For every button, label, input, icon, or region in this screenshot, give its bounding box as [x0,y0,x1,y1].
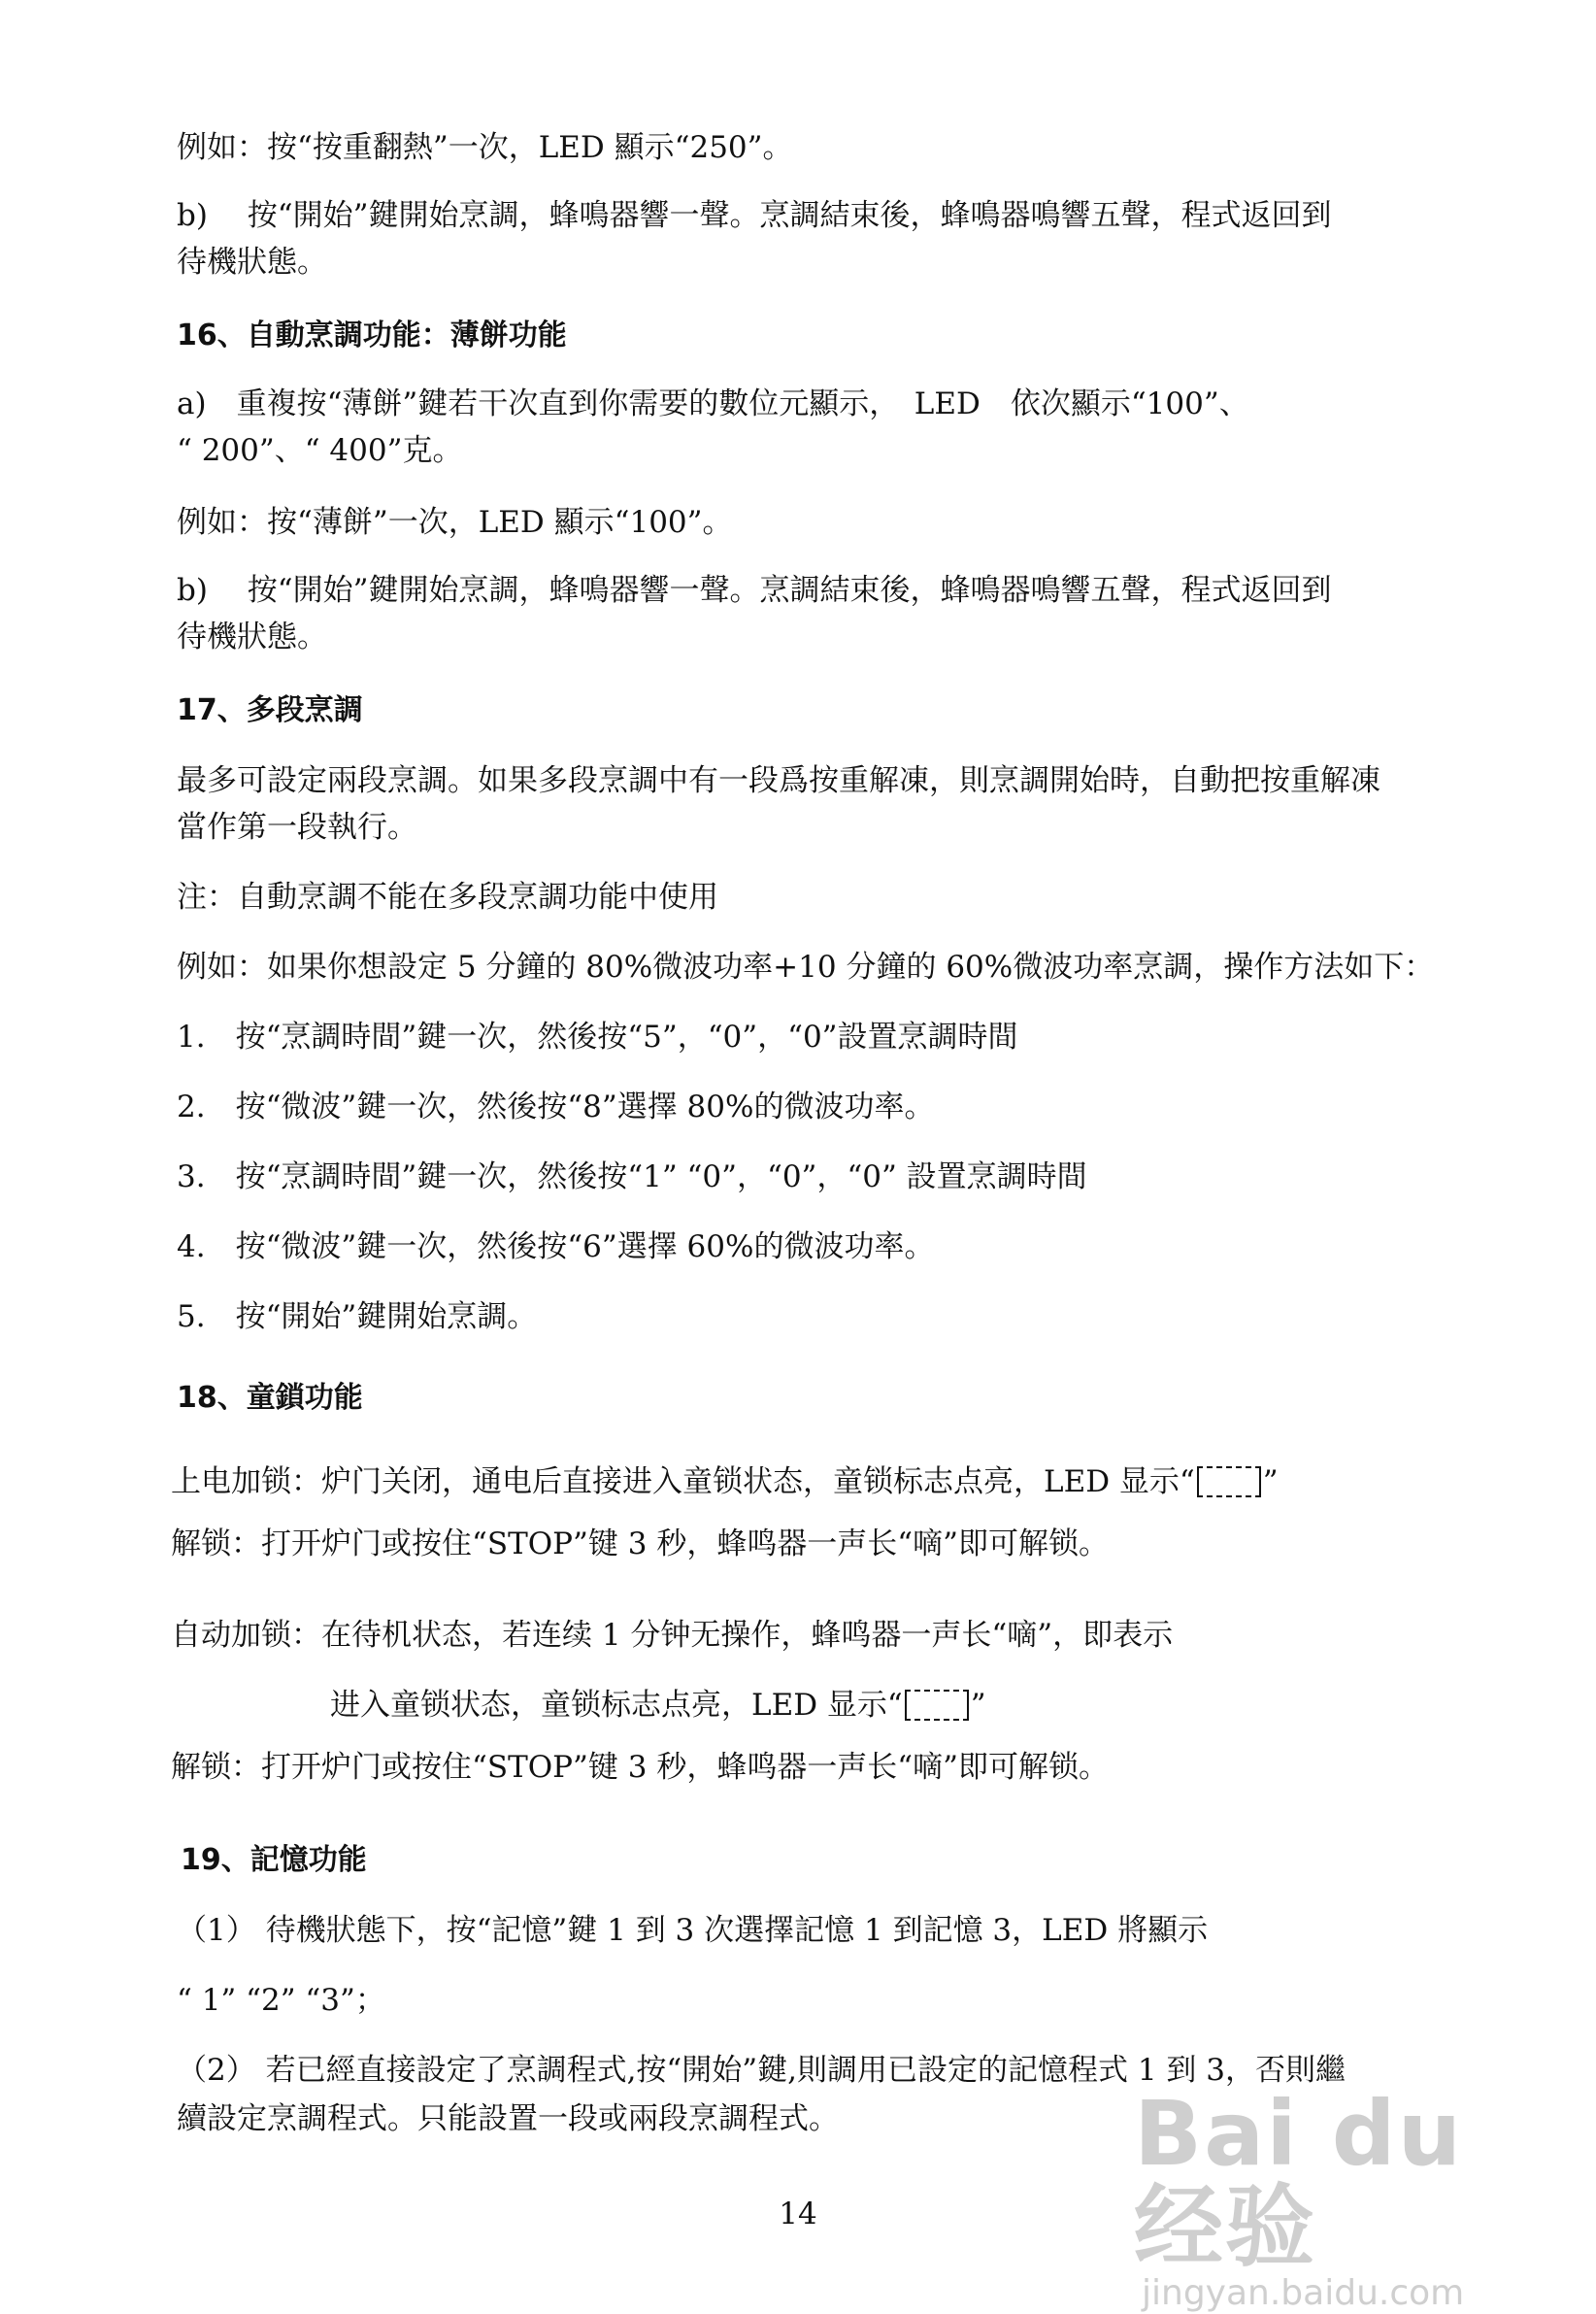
text-line: b) 按“開始”鍵開始烹調，蜂鳴器響一聲。烹調結束後，蜂鳴器鳴響五聲，程式返回到 [177,198,1332,233]
step-1: 1. 按“烹調時間”鍵一次，然後按“5”，“0”，“0”設置烹調時間 [177,1020,1018,1055]
watermark-url: jingyan.baidu.com [1142,2273,1465,2313]
text-span: ” [1262,1464,1279,1499]
text-line: 當作第一段執行。 [177,810,417,845]
child-lock-symbol [1197,1466,1261,1497]
baidu-jingyan-watermark [1134,2082,1571,2313]
step-4: 4. 按“微波”鍵一次，然後按“6”選擇 60%的微波功率。 [177,1229,935,1264]
text-line: （1） 待機狀態下，按“記憶”鍵 1 到 3 次選擇記憶 1 到記憶 3，LED 將顯示 [177,1913,1209,1948]
text-line: a) 重複按“薄餅”鍵若干次直到你需要的數位元顯示， LED 依次顯示“100”、 [177,386,1249,421]
text-span: ” [970,1688,986,1723]
text-line [171,1462,1279,1501]
section-heading-19: 19、記憶功能 [181,1843,367,1877]
text-line: （2） 若已經直接設定了烹調程式,按“開始”鍵,則調用已設定的記憶程式 1 到 3，否則繼 [177,2053,1346,2088]
text-line: 解锁：打开炉门或按住“STOP”键 3 秒，蜂鸣器一声长“嘀”即可解锁。 [171,1750,1110,1785]
text-line: b) 按“開始”鍵開始烹調，蜂鳴器響一聲。烹調結束後，蜂鳴器鳴響五聲，程式返回到 [177,573,1332,608]
text-line [330,1686,986,1725]
text-line: 最多可設定兩段烹調。如果多段烹調中有一段爲按重解凍，則烹調開始時，自動把按重解凍 [177,763,1380,798]
text-line: 自动加锁：在待机状态，若连续 1 分钟无操作，蜂鸣器一声长“嘀”，即表示 [171,1618,1174,1653]
watermark-logo [1134,2082,1571,2279]
text-line: 待機狀態。 [177,620,327,654]
text-line: 解锁：打开炉门或按住“STOP”键 3 秒，蜂鸣器一声长“嘀”即可解锁。 [171,1526,1110,1561]
text-line: 例如：按“按重翻熱”一次，LED 顯示“250”。 [177,130,793,165]
text-span: 上电加锁：炉门关闭，通电后直接进入童锁状态，童锁标志点亮，LED 显示“ [171,1464,1195,1499]
text-line: 續設定烹調程式。只能設置一段或兩段烹調程式。 [177,2101,839,2136]
section-heading-18: 18、童鎖功能 [177,1381,363,1415]
section-heading-16: 16、自動烹調功能：薄餅功能 [177,319,567,352]
text-line: “ 200”、“ 400”克。 [177,433,463,468]
step-2: 2. 按“微波”鍵一次，然後按“8”選擇 80%的微波功率。 [177,1090,935,1124]
text-line: 例如：按“薄餅”一次，LED 顯示“100”。 [177,505,733,540]
text-line: 例如：如果你想設定 5 分鐘的 80%微波功率+10 分鐘的 60%微波功率烹調，操作方法如下： [177,950,1435,985]
step-5: 5. 按“開始”鍵開始烹調。 [177,1299,538,1334]
text-line: 待機狀態。 [177,245,327,280]
section-heading-17: 17、多段烹調 [177,693,363,727]
step-3: 3. 按“烹調時間”鍵一次，然後按“1” “0”，“0”，“0” 設置烹調時間 [177,1159,1087,1194]
text-line: 注：自動烹調不能在多段烹調功能中使用 [177,880,718,915]
text-span: 进入童锁状态，童锁标志点亮，LED 显示“ [330,1688,903,1723]
watermark-logo-text: Bai du 经验 [1134,2082,1464,2279]
page-number: 14 [779,2197,817,2231]
text-line: “ 1” “2” “3”； [177,1983,385,2018]
child-lock-symbol [905,1690,969,1721]
